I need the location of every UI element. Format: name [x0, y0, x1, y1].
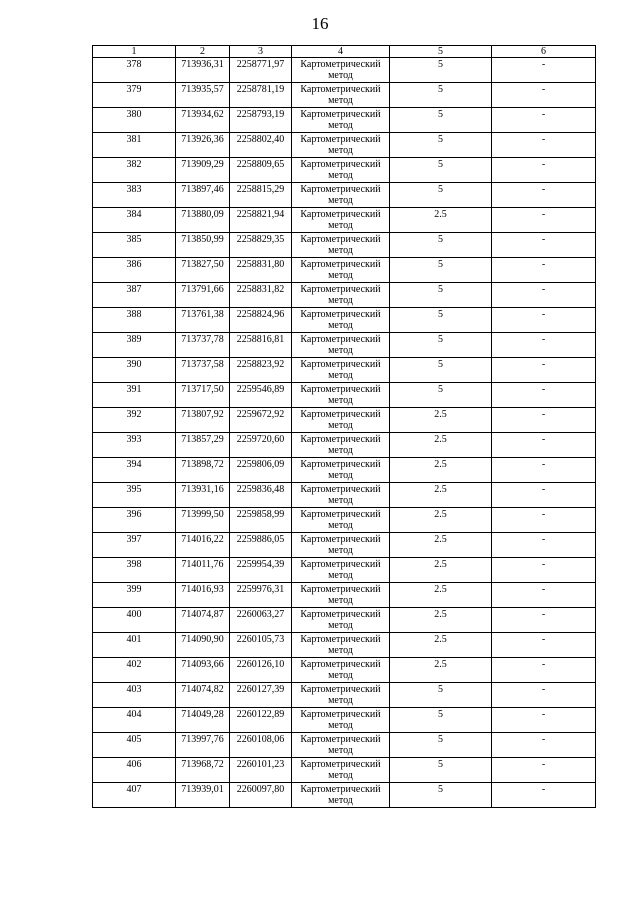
point-number-cell: 387 [93, 283, 176, 308]
accuracy-cell: 5 [390, 333, 492, 358]
y-coordinate-cell: 2260063,27 [230, 608, 292, 633]
method-cell [292, 533, 390, 558]
method-cell [292, 108, 390, 133]
accuracy-cell: 2.5 [390, 208, 492, 233]
accuracy-cell: 5 [390, 708, 492, 733]
method-cell [292, 433, 390, 458]
point-number-cell: 401 [93, 633, 176, 658]
method-text-line1: Картометрический [300, 209, 381, 220]
y-coordinate-cell: 2260122,89 [230, 708, 292, 733]
y-coordinate-cell: 2260126,10 [230, 658, 292, 683]
method-cell [292, 608, 390, 633]
method-text-line1: Картометрический [300, 609, 381, 620]
column-header: 3 [230, 46, 292, 58]
x-coordinate-cell: 713997,76 [176, 733, 230, 758]
note-cell: - [492, 458, 596, 483]
x-coordinate-cell: 713897,46 [176, 183, 230, 208]
accuracy-cell: 5 [390, 258, 492, 283]
y-coordinate-cell: 2259806,09 [230, 458, 292, 483]
point-number-cell: 405 [93, 733, 176, 758]
method-cell [292, 583, 390, 608]
method-text-line2: метод [328, 670, 353, 681]
accuracy-cell: 5 [390, 308, 492, 333]
method-cell [292, 408, 390, 433]
point-number-cell: 384 [93, 208, 176, 233]
table-header-row [93, 46, 596, 58]
accuracy-cell: 2.5 [390, 633, 492, 658]
method-text-line1: Картометрический [300, 359, 381, 370]
point-number-cell: 378 [93, 58, 176, 83]
method-text-line1: Картометрический [300, 559, 381, 570]
y-coordinate-cell: 2258831,80 [230, 258, 292, 283]
method-cell [292, 158, 390, 183]
x-coordinate-cell: 713880,09 [176, 208, 230, 233]
table-row [93, 383, 596, 408]
accuracy-cell: 5 [390, 783, 492, 808]
note-cell: - [492, 783, 596, 808]
method-text-line2: метод [328, 270, 353, 281]
method-text-line2: метод [328, 170, 353, 181]
y-coordinate-cell: 2260127,39 [230, 683, 292, 708]
point-number-cell: 400 [93, 608, 176, 633]
method-text-line2: метод [328, 570, 353, 581]
point-number-cell: 381 [93, 133, 176, 158]
y-coordinate-cell: 2259954,39 [230, 558, 292, 583]
method-text-line1: Картометрический [300, 409, 381, 420]
note-cell: - [492, 508, 596, 533]
method-cell [292, 183, 390, 208]
point-number-cell: 382 [93, 158, 176, 183]
x-coordinate-cell: 713807,92 [176, 408, 230, 433]
table-row [93, 658, 596, 683]
column-header: 6 [492, 46, 596, 58]
y-coordinate-cell: 2259886,05 [230, 533, 292, 558]
point-number-cell: 404 [93, 708, 176, 733]
method-text-line1: Картометрический [300, 784, 381, 795]
point-number-cell: 383 [93, 183, 176, 208]
x-coordinate-cell: 713791,66 [176, 283, 230, 308]
accuracy-cell: 5 [390, 183, 492, 208]
method-text-line2: метод [328, 295, 353, 306]
x-coordinate-cell: 713931,16 [176, 483, 230, 508]
y-coordinate-cell: 2258809,65 [230, 158, 292, 183]
method-cell [292, 483, 390, 508]
y-coordinate-cell: 2259976,31 [230, 583, 292, 608]
method-text-line2: метод [328, 545, 353, 556]
column-header: 5 [390, 46, 492, 58]
accuracy-cell: 5 [390, 58, 492, 83]
y-coordinate-cell: 2259720,60 [230, 433, 292, 458]
method-text-line1: Картометрический [300, 759, 381, 770]
method-cell [292, 633, 390, 658]
note-cell: - [492, 733, 596, 758]
x-coordinate-cell: 713934,62 [176, 108, 230, 133]
y-coordinate-cell: 2258829,35 [230, 233, 292, 258]
note-cell: - [492, 633, 596, 658]
method-text-line2: метод [328, 470, 353, 481]
y-coordinate-cell: 2258815,29 [230, 183, 292, 208]
accuracy-cell: 2.5 [390, 408, 492, 433]
note-cell: - [492, 708, 596, 733]
accuracy-cell: 2.5 [390, 558, 492, 583]
point-number-cell: 385 [93, 233, 176, 258]
method-text-line2: метод [328, 370, 353, 381]
method-text-line2: метод [328, 620, 353, 631]
method-text-line1: Картометрический [300, 534, 381, 545]
column-header: 4 [292, 46, 390, 58]
table-row [93, 533, 596, 558]
method-text-line2: метод [328, 145, 353, 156]
table-row [93, 83, 596, 108]
y-coordinate-cell: 2258781,19 [230, 83, 292, 108]
x-coordinate-cell: 713909,29 [176, 158, 230, 183]
x-coordinate-cell: 714011,76 [176, 558, 230, 583]
accuracy-cell: 5 [390, 383, 492, 408]
table-row [93, 633, 596, 658]
x-coordinate-cell: 714090,90 [176, 633, 230, 658]
point-number-cell: 402 [93, 658, 176, 683]
method-text-line1: Картометрический [300, 584, 381, 595]
note-cell: - [492, 58, 596, 83]
point-number-cell: 391 [93, 383, 176, 408]
y-coordinate-cell: 2260105,73 [230, 633, 292, 658]
note-cell: - [492, 183, 596, 208]
method-text-line1: Картометрический [300, 184, 381, 195]
table-row [93, 733, 596, 758]
y-coordinate-cell: 2258816,81 [230, 333, 292, 358]
method-text-line2: метод [328, 120, 353, 131]
method-cell [292, 758, 390, 783]
table-row [93, 333, 596, 358]
method-text-line1: Картометрический [300, 334, 381, 345]
x-coordinate-cell: 713936,31 [176, 58, 230, 83]
method-text-line2: метод [328, 795, 353, 806]
note-cell: - [492, 383, 596, 408]
table-row [93, 458, 596, 483]
method-text-line1: Картометрический [300, 59, 381, 70]
point-number-cell: 390 [93, 358, 176, 383]
accuracy-cell: 5 [390, 358, 492, 383]
method-text-line2: метод [328, 345, 353, 356]
method-text-line1: Картометрический [300, 109, 381, 120]
method-cell [292, 208, 390, 233]
method-text-line1: Картометрический [300, 259, 381, 270]
x-coordinate-cell: 713935,57 [176, 83, 230, 108]
accuracy-cell: 5 [390, 233, 492, 258]
note-cell: - [492, 608, 596, 633]
method-text-line2: метод [328, 395, 353, 406]
method-text-line2: метод [328, 420, 353, 431]
note-cell: - [492, 558, 596, 583]
x-coordinate-cell: 713737,78 [176, 333, 230, 358]
table-row [93, 708, 596, 733]
column-header: 2 [176, 46, 230, 58]
table-row [93, 758, 596, 783]
method-text-line1: Картометрический [300, 734, 381, 745]
y-coordinate-cell: 2260097,80 [230, 783, 292, 808]
method-text-line1: Картометрический [300, 634, 381, 645]
note-cell: - [492, 583, 596, 608]
table-row [93, 133, 596, 158]
method-text-line1: Картометрический [300, 234, 381, 245]
method-text-line2: метод [328, 595, 353, 606]
method-text-line1: Картометрический [300, 709, 381, 720]
method-text-line2: метод [328, 520, 353, 531]
note-cell: - [492, 258, 596, 283]
y-coordinate-cell: 2259546,89 [230, 383, 292, 408]
method-text-line2: метод [328, 720, 353, 731]
method-text-line2: метод [328, 745, 353, 756]
note-cell: - [492, 208, 596, 233]
note-cell: - [492, 433, 596, 458]
note-cell: - [492, 758, 596, 783]
x-coordinate-cell: 713939,01 [176, 783, 230, 808]
method-text-line1: Картометрический [300, 434, 381, 445]
method-cell [292, 83, 390, 108]
method-text-line1: Картометрический [300, 134, 381, 145]
point-number-cell: 396 [93, 508, 176, 533]
table-row [93, 608, 596, 633]
table-row [93, 58, 596, 83]
table-row [93, 283, 596, 308]
x-coordinate-cell: 714074,82 [176, 683, 230, 708]
accuracy-cell: 2.5 [390, 483, 492, 508]
table-row [93, 308, 596, 333]
method-text-line1: Картометрический [300, 684, 381, 695]
method-cell [292, 308, 390, 333]
y-coordinate-cell: 2259858,99 [230, 508, 292, 533]
method-cell [292, 233, 390, 258]
note-cell: - [492, 683, 596, 708]
x-coordinate-cell: 714093,66 [176, 658, 230, 683]
method-text-line2: метод [328, 495, 353, 506]
y-coordinate-cell: 2258771,97 [230, 58, 292, 83]
y-coordinate-cell: 2258793,19 [230, 108, 292, 133]
method-text-line2: метод [328, 320, 353, 331]
accuracy-cell: 2.5 [390, 508, 492, 533]
table-row [93, 183, 596, 208]
point-number-cell: 380 [93, 108, 176, 133]
point-number-cell: 389 [93, 333, 176, 358]
method-cell [292, 383, 390, 408]
method-cell [292, 508, 390, 533]
x-coordinate-cell: 714074,87 [176, 608, 230, 633]
table-row [93, 508, 596, 533]
x-coordinate-cell: 713857,29 [176, 433, 230, 458]
point-number-cell: 406 [93, 758, 176, 783]
x-coordinate-cell: 713898,72 [176, 458, 230, 483]
point-number-cell: 379 [93, 83, 176, 108]
method-cell [292, 358, 390, 383]
table-row [93, 558, 596, 583]
method-text-line1: Картометрический [300, 484, 381, 495]
y-coordinate-cell: 2259672,92 [230, 408, 292, 433]
point-number-cell: 393 [93, 433, 176, 458]
point-number-cell: 398 [93, 558, 176, 583]
point-number-cell: 403 [93, 683, 176, 708]
table-row [93, 108, 596, 133]
accuracy-cell: 2.5 [390, 458, 492, 483]
note-cell: - [492, 658, 596, 683]
method-text-line1: Картометрический [300, 309, 381, 320]
point-number-cell: 407 [93, 783, 176, 808]
table-row [93, 783, 596, 808]
accuracy-cell: 2.5 [390, 533, 492, 558]
accuracy-cell: 2.5 [390, 583, 492, 608]
method-text-line2: метод [328, 445, 353, 456]
note-cell: - [492, 483, 596, 508]
table-row [93, 358, 596, 383]
accuracy-cell: 5 [390, 758, 492, 783]
method-text-line2: метод [328, 195, 353, 206]
table-row [93, 683, 596, 708]
accuracy-cell: 5 [390, 283, 492, 308]
y-coordinate-cell: 2258823,92 [230, 358, 292, 383]
method-text-line2: метод [328, 645, 353, 656]
accuracy-cell: 2.5 [390, 658, 492, 683]
y-coordinate-cell: 2258821,94 [230, 208, 292, 233]
point-number-cell: 388 [93, 308, 176, 333]
method-cell [292, 708, 390, 733]
point-number-cell: 399 [93, 583, 176, 608]
x-coordinate-cell: 713926,36 [176, 133, 230, 158]
x-coordinate-cell: 713717,50 [176, 383, 230, 408]
method-text-line2: метод [328, 770, 353, 781]
accuracy-cell: 5 [390, 733, 492, 758]
accuracy-cell: 2.5 [390, 433, 492, 458]
x-coordinate-cell: 713761,38 [176, 308, 230, 333]
method-text-line1: Картометрический [300, 384, 381, 395]
note-cell: - [492, 283, 596, 308]
table-row [93, 408, 596, 433]
method-text-line2: метод [328, 70, 353, 81]
method-text-line1: Картометрический [300, 459, 381, 470]
x-coordinate-cell: 713968,72 [176, 758, 230, 783]
y-coordinate-cell: 2258831,82 [230, 283, 292, 308]
column-header: 1 [93, 46, 176, 58]
note-cell: - [492, 83, 596, 108]
method-text-line1: Картометрический [300, 84, 381, 95]
x-coordinate-cell: 713737,58 [176, 358, 230, 383]
table-row [93, 433, 596, 458]
table-row [93, 233, 596, 258]
accuracy-cell: 5 [390, 83, 492, 108]
page-number: 16 [311, 14, 329, 33]
point-number-cell: 395 [93, 483, 176, 508]
y-coordinate-cell: 2258824,96 [230, 308, 292, 333]
note-cell: - [492, 358, 596, 383]
accuracy-cell: 5 [390, 108, 492, 133]
note-cell: - [492, 408, 596, 433]
table-row [93, 208, 596, 233]
method-cell [292, 258, 390, 283]
method-cell [292, 658, 390, 683]
method-cell [292, 283, 390, 308]
table-row [93, 258, 596, 283]
point-number-cell: 397 [93, 533, 176, 558]
x-coordinate-cell: 713827,50 [176, 258, 230, 283]
x-coordinate-cell: 713850,99 [176, 233, 230, 258]
method-cell [292, 58, 390, 83]
method-cell [292, 783, 390, 808]
accuracy-cell: 5 [390, 133, 492, 158]
method-cell [292, 733, 390, 758]
method-cell [292, 558, 390, 583]
point-number-cell: 394 [93, 458, 176, 483]
note-cell: - [492, 133, 596, 158]
method-text-line1: Картометрический [300, 509, 381, 520]
method-text-line1: Картометрический [300, 284, 381, 295]
table-row [93, 158, 596, 183]
table-row [93, 583, 596, 608]
point-number-cell: 386 [93, 258, 176, 283]
accuracy-cell: 2.5 [390, 608, 492, 633]
point-number-cell: 392 [93, 408, 176, 433]
table-row [93, 483, 596, 508]
accuracy-cell: 5 [390, 683, 492, 708]
note-cell: - [492, 308, 596, 333]
x-coordinate-cell: 714016,22 [176, 533, 230, 558]
y-coordinate-cell: 2260108,06 [230, 733, 292, 758]
method-text-line2: метод [328, 695, 353, 706]
x-coordinate-cell: 713999,50 [176, 508, 230, 533]
x-coordinate-cell: 714016,93 [176, 583, 230, 608]
method-text-line2: метод [328, 245, 353, 256]
method-cell [292, 683, 390, 708]
method-cell [292, 133, 390, 158]
coordinates-table [92, 45, 596, 808]
note-cell: - [492, 108, 596, 133]
method-cell [292, 333, 390, 358]
method-cell [292, 458, 390, 483]
method-text-line2: метод [328, 95, 353, 106]
method-text-line2: метод [328, 220, 353, 231]
method-text-line1: Картометрический [300, 659, 381, 670]
x-coordinate-cell: 714049,28 [176, 708, 230, 733]
note-cell: - [492, 233, 596, 258]
accuracy-cell: 5 [390, 158, 492, 183]
note-cell: - [492, 533, 596, 558]
note-cell: - [492, 333, 596, 358]
y-coordinate-cell: 2260101,23 [230, 758, 292, 783]
note-cell: - [492, 158, 596, 183]
y-coordinate-cell: 2258802,40 [230, 133, 292, 158]
method-text-line1: Картометрический [300, 159, 381, 170]
y-coordinate-cell: 2259836,48 [230, 483, 292, 508]
